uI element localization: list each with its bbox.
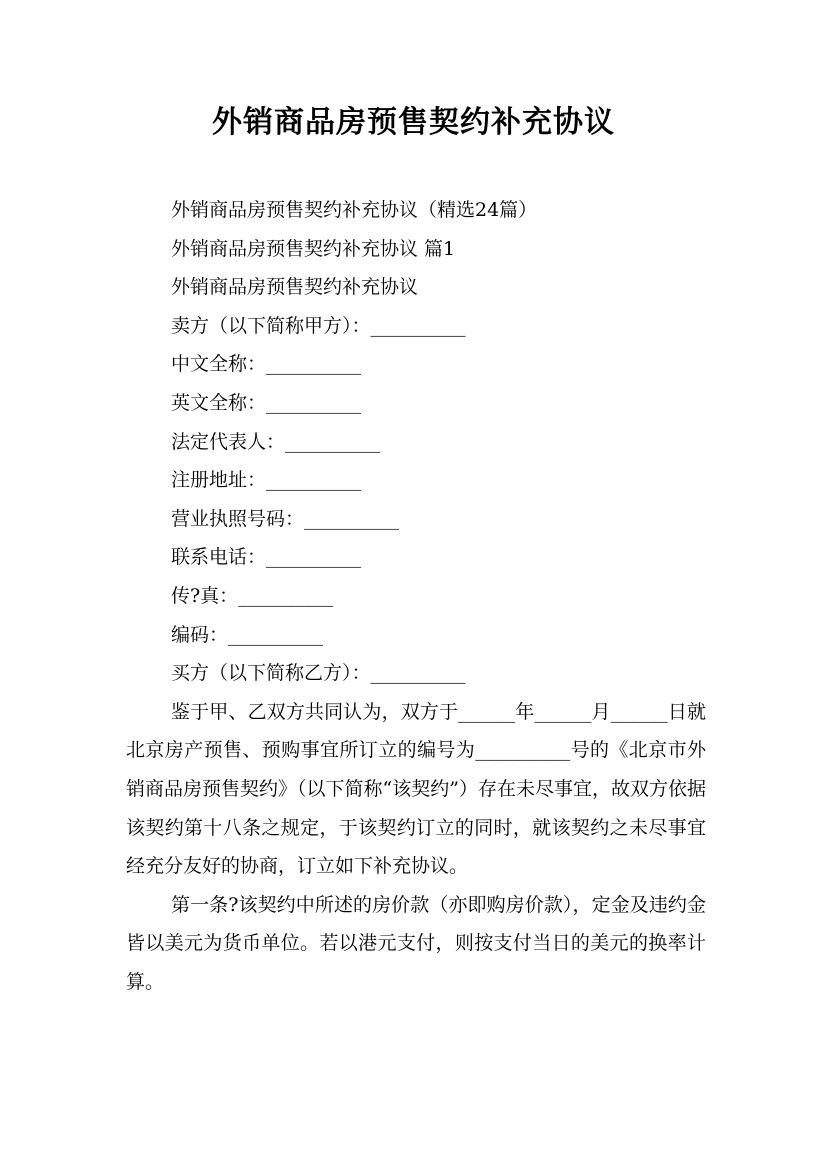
buyer-field: 买方（以下简称乙方）：__________: [171, 662, 466, 685]
seller-field: 卖方（以下简称甲方）：__________: [171, 314, 466, 337]
document-body: [126, 191, 706, 1001]
article-one-paragraph: 第一条?该契约中所述的房价款（亦即购房价款），定金及违约金皆以美元为货币单位。若以港元支付，则按支付当日的美元的换率计算。: [126, 893, 706, 993]
legal-representative-field: 法定代表人：__________: [171, 430, 381, 453]
registered-address-field: 注册地址：__________: [171, 469, 362, 492]
english-name-field: 英文全称：__________: [171, 391, 362, 414]
postal-code-field: 编码：__________: [171, 623, 324, 646]
business-license-field: 营业执照号码：__________: [171, 507, 400, 530]
section-heading: 外销商品房预售契约补充协议 篇1: [171, 237, 456, 260]
phone-field: 联系电话：__________: [171, 546, 362, 569]
subtitle-line: 外销商品房预售契约补充协议（精选24篇）: [171, 199, 538, 221]
chinese-name-field: 中文全称：__________: [171, 353, 362, 376]
document-title: 外销商品房预售契约补充协议: [212, 105, 615, 140]
agreement-name: 外销商品房预售契约补充协议: [171, 276, 419, 299]
fax-field: 传?真：__________: [171, 584, 334, 607]
recital-paragraph: 鉴于甲、乙双方共同认为，双方于______年______月______日就北京房产预售、预购事宜所订立的编号为__________号的《北京市外销商品房预售契约》（以下简称“该契约”）存在未尽事宜，故双方依据该契约第十八条之规定，于该契约订立的同时，就该契约之未尽事宜经充分友好的协商，订立如下补充协议。: [126, 700, 706, 878]
